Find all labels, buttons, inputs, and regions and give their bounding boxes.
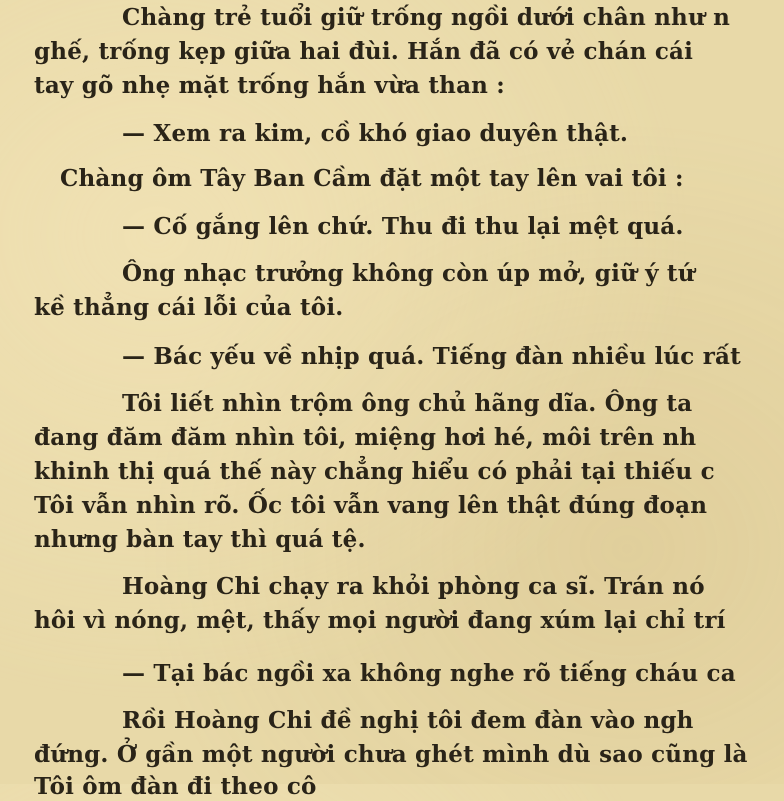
text-line: Tôi liết nhìn trộm ông chủ hãng dĩa. Ông ta xyxy=(122,390,693,417)
text-line: Tôi ôm đàn đi theo cô xyxy=(34,773,317,800)
text-line: Chàng ôm Tây Ban Cầm đặt một tay lên vai tôi : xyxy=(60,165,684,192)
text-line: tay gõ nhẹ mặt trống hắn vừa than : xyxy=(34,72,505,99)
text-line: Hoàng Chi chạy ra khỏi phòng ca sĩ. Trán nó xyxy=(122,573,705,600)
text-line: đang đăm đăm nhìn tôi, miệng hơi hé, môi trên nh xyxy=(34,424,697,451)
text-line: Ông nhạc trưởng không còn úp mở, giữ ý tứ xyxy=(122,260,695,287)
text-line: — Bác yếu về nhịp quá. Tiếng đàn nhiều lúc rất xyxy=(122,343,741,370)
text-line: nhưng bàn tay thì quá tệ. xyxy=(34,526,366,553)
text-line: Rồi Hoàng Chi đề nghị tôi đem đàn vào ngh xyxy=(122,707,694,734)
text-line: khinh thị quá thế này chẳng hiểu có phải tại thiếu c xyxy=(34,458,715,485)
text-line: — Cố gắng lên chứ. Thu đi thu lại mệt quá. xyxy=(122,213,684,240)
text-line: kề thẳng cái lỗi của tôi. xyxy=(34,294,344,321)
text-line: đứng. Ở gần một người chưa ghét mình dù sao cũng là xyxy=(34,741,748,768)
text-line: ghế, trống kẹp giữa hai đùi. Hắn đã có vẻ chán cái xyxy=(34,38,694,65)
text-line: — Tại bác ngồi xa không nghe rõ tiếng cháu ca xyxy=(122,660,736,687)
text-line: Tôi vẫn nhìn rõ. Ốc tôi vẫn vang lên thật đúng đoạn xyxy=(34,492,708,519)
text-line: — Xem ra kim, cồ khó giao duyên thật. xyxy=(122,120,629,147)
text-line: Chàng trẻ tuổi giữ trống ngồi dưới chân như n xyxy=(122,4,731,31)
text-line: hôi vì nóng, mệt, thấy mọi người đang xúm lại chỉ trí xyxy=(34,607,726,634)
